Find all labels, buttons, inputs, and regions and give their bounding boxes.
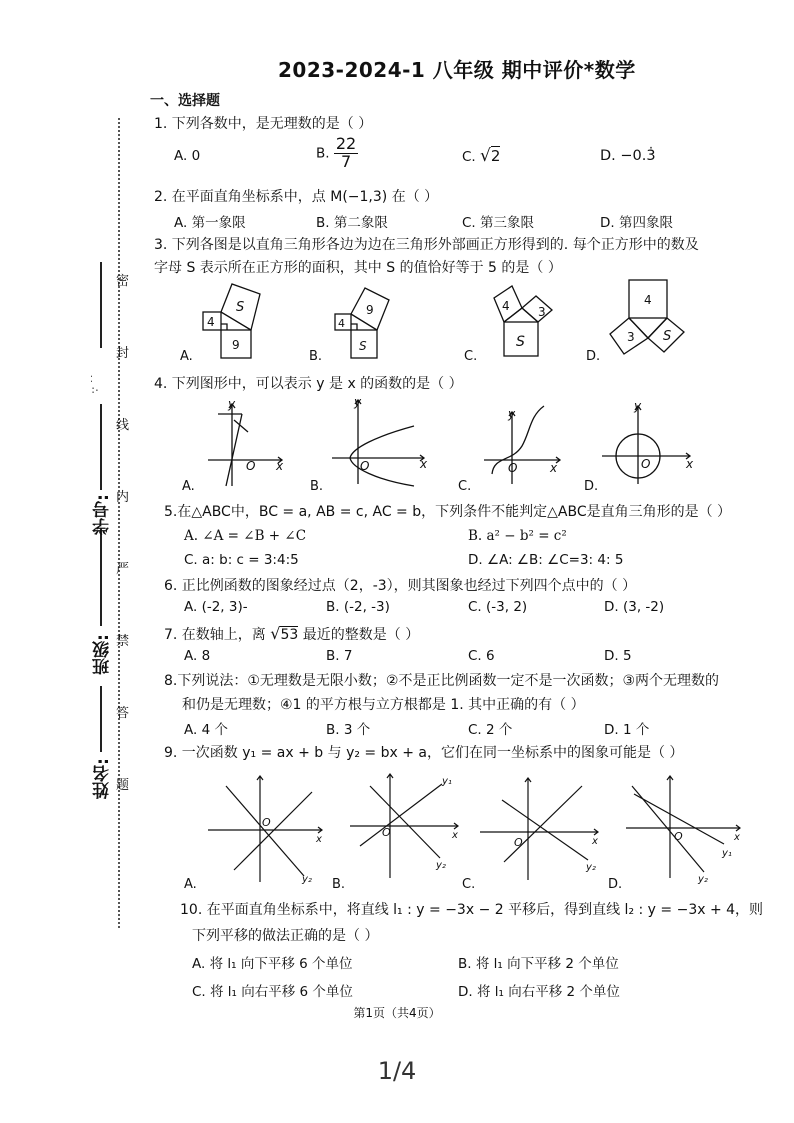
q4-label-c: C. — [458, 479, 472, 492]
radicand: 2 — [490, 147, 501, 165]
seal-char: 禁 — [116, 634, 130, 649]
q3b-s-label: S — [359, 339, 367, 353]
axis-x-label: x — [420, 457, 428, 471]
q2-option-a: A. 第一象限 — [174, 215, 246, 231]
q6-option-b: B. (-2, -3) — [326, 599, 390, 615]
q3b-9-label: 9 — [366, 303, 374, 317]
q10-option-a: A. 将 l₁ 向下平移 6 个单位 — [192, 956, 353, 972]
seal-char: 线 — [116, 418, 130, 433]
q3-label-d: D. — [586, 349, 601, 364]
q4-label-b: B. — [310, 479, 324, 492]
q7-option-a: A. 8 — [184, 648, 211, 664]
q7-option-d: D. 5 — [604, 648, 632, 664]
axis-x-label: x — [276, 459, 284, 473]
axis-y-label: y — [634, 399, 642, 413]
q3-figure-a — [180, 284, 260, 364]
question-4-stem: 4. 下列图形中，可以表示 y 是 x 的函数的是（ ） — [154, 376, 463, 392]
q9-graph-b — [332, 774, 458, 890]
q3a-4-label: 4 — [207, 315, 215, 329]
sqrt-sign-icon: √ — [270, 624, 281, 643]
q3b-4-label: 4 — [338, 317, 345, 330]
section-heading: 一、选择题 — [150, 93, 220, 109]
fraction-numerator: 22 — [335, 134, 357, 153]
q3d-s-label: S — [663, 329, 672, 344]
name-label: 姓名: — [93, 758, 113, 799]
q1-option-c-label: C. — [462, 149, 476, 165]
seal-char: 严 — [116, 562, 130, 577]
q1-option-c — [462, 146, 500, 166]
question-2-stem: 2. 在平面直角坐标系中，点 M(−1,3) 在（ ） — [154, 189, 439, 205]
q1-option-b-label: B. — [316, 145, 330, 162]
origin-label: O — [360, 459, 370, 473]
garbled-mark: ∵ ˙˙ — [90, 373, 102, 394]
q3-figure-c — [464, 286, 552, 364]
binding-dotted-line — [118, 118, 120, 928]
student-id-label: 学号: — [93, 494, 113, 535]
q4-label-d: D. — [584, 479, 599, 492]
page-number: 第1页（共4页） — [353, 1006, 441, 1020]
q4-graph-a — [182, 397, 284, 492]
question-8-stem-line2: 和仍是无理数；④1 的平方根与立方根都是 1. 其中正确的有（ ） — [182, 697, 585, 713]
q4-graph-c — [458, 406, 560, 492]
axis-x-label: x — [686, 457, 694, 471]
question-5-stem: 5.在△ABC中，BC = a, AB = c, AC = b，下列条件不能判定△ABC是直角三角形的是（ ） — [164, 504, 732, 520]
q1-option-b — [316, 136, 358, 171]
seal-char: 内 — [116, 490, 130, 505]
origin-label: O — [262, 816, 271, 829]
seal-char: 密 — [116, 274, 130, 289]
q9-label-d: D. — [608, 877, 623, 890]
q9-graph-c — [462, 778, 598, 890]
q7-stem-prefix: 7. 在数轴上，离 — [164, 627, 266, 643]
q8-option-a: A. 4 个 — [184, 722, 228, 738]
line-y2-label: y₂ — [436, 860, 446, 871]
q9-label-c: C. — [462, 877, 476, 890]
line-y1-label: y₁ — [442, 776, 452, 787]
axis-x-label: x — [316, 834, 322, 845]
q3c-s-label: S — [516, 334, 525, 350]
line-y1-label: y₁ — [722, 848, 732, 859]
q3-figure-b — [309, 288, 389, 364]
seal-char: 答 — [116, 706, 130, 721]
origin-label: O — [641, 457, 651, 471]
line-y2-label: y₂ — [586, 862, 596, 873]
q2-option-b: B. 第二象限 — [316, 215, 388, 231]
page-title: 2023-2024-1 八年级 期中评价*数学 — [278, 58, 636, 82]
question-10-stem-line2: 下列平移的做法正确的是（ ） — [192, 928, 379, 944]
axis-x-label: x — [734, 832, 740, 843]
q10-option-c: C. 将 l₁ 向右平移 6 个单位 — [192, 984, 353, 1000]
axis-y-label: y — [228, 397, 236, 411]
sqrt-sign-icon: √ — [480, 146, 491, 166]
seal-char: 题 — [116, 778, 130, 793]
q3c-4-label: 4 — [502, 299, 510, 313]
q6-option-a: A. (-2, 3)- — [184, 599, 248, 615]
question-1-stem: 1. 下列各数中，是无理数的是（ ） — [154, 116, 373, 132]
q3a-9-label: 9 — [232, 338, 240, 352]
radicand: 53 — [280, 627, 299, 643]
q3d-3-label: 3 — [627, 330, 635, 344]
question-8-stem-line1: 8.下列说法：①无理数是无限小数；②不是正比例函数一定不是一次函数；③两个无理数的 — [164, 673, 720, 689]
q4-figures — [182, 396, 722, 492]
q3c-3-label: 3 — [538, 305, 546, 319]
q7-option-b: B. 7 — [326, 648, 353, 664]
axis-y-label: y — [354, 396, 362, 409]
q5-option-c: C. a: b: c = 3:4:5 — [184, 552, 299, 568]
q3a-s-label: S — [236, 300, 245, 315]
q3d-4-label: 4 — [644, 293, 652, 307]
axis-x-label: x — [550, 461, 558, 475]
q3-label-a: A. — [180, 349, 193, 364]
q2-option-d: D. 第四象限 — [600, 215, 673, 231]
q1-option-d: D. −0.3̇ — [600, 148, 656, 164]
q10-option-d: D. 将 l₁ 向右平移 2 个单位 — [458, 984, 620, 1000]
q9-figures — [184, 770, 744, 890]
q1-option-a: A. 0 — [174, 148, 201, 164]
q9-label-b: B. — [332, 877, 346, 890]
q6-option-c: C. (-3, 2) — [468, 599, 528, 615]
fraction — [334, 136, 358, 171]
binding-line-1 — [100, 262, 102, 348]
q8-option-c: C. 2 个 — [468, 722, 513, 738]
class-label: 班级: — [93, 634, 113, 675]
q3-figure-d — [586, 280, 684, 364]
q6-option-d: D. (3, -2) — [604, 599, 665, 615]
q5-option-b: B. a² − b² = c² — [468, 528, 567, 544]
q7-option-c: C. 6 — [468, 648, 495, 664]
q4-graph-d — [584, 399, 694, 492]
origin-label: O — [382, 826, 391, 839]
binding-line-4 — [100, 686, 102, 752]
q3-label-c: C. — [464, 349, 478, 364]
q2-option-c: C. 第三象限 — [462, 215, 535, 231]
seal-char: 封 — [116, 346, 130, 361]
line-y2-label: y₂ — [302, 874, 312, 885]
q9-graph-a — [184, 776, 322, 890]
question-10-stem-line1: 10. 在平面直角坐标系中，将直线 l₁ : y = −3x − 2 平移后，得到直线 l₂ : y = −3x + 4，则 — [180, 902, 764, 918]
q10-option-b: B. 将 l₁ 向下平移 2 个单位 — [458, 956, 619, 972]
origin-label: O — [514, 836, 523, 849]
question-3-stem-line1: 3. 下列各图是以直角三角形各边为边在三角形外部画正方形得到的. 每个正方形中的数及 — [154, 237, 699, 253]
origin-label: O — [508, 461, 518, 475]
axis-y-label: y — [508, 407, 516, 421]
origin-label: O — [674, 830, 683, 843]
q9-label-a: A. — [184, 877, 197, 890]
axis-x-label: x — [452, 830, 458, 841]
question-9-stem: 9. 一次函数 y₁ = ax + b 与 y₂ = bx + a，它们在同一坐标系中的图象可能是（ ） — [164, 745, 684, 761]
q3-figures — [176, 278, 736, 370]
q4-label-a: A. — [182, 479, 195, 492]
origin-label: O — [246, 459, 256, 473]
q8-option-b: B. 3 个 — [326, 722, 371, 738]
question-6-stem: 6. 正比例函数的图象经过点（2，-3），则其图象也经过下列四个点中的（ ） — [164, 578, 637, 594]
q7-stem-suffix: 最近的整数是（ ） — [302, 627, 420, 643]
q4-graph-b — [310, 396, 428, 492]
binding-line-3 — [100, 528, 102, 626]
axis-x-label: x — [592, 836, 598, 847]
binding-line-2 — [100, 404, 102, 490]
q3-label-b: B. — [309, 349, 323, 364]
line-y2-label: y₂ — [698, 874, 708, 885]
q9-graph-d — [608, 776, 740, 890]
q5-option-d: D. ∠A: ∠B: ∠C=3: 4: 5 — [468, 552, 624, 568]
q5-option-a: A. ∠A = ∠B + ∠C — [184, 528, 307, 544]
q8-option-d: D. 1 个 — [604, 722, 650, 738]
question-7-stem — [164, 624, 419, 644]
fraction-denominator: 7 — [340, 151, 352, 171]
question-3-stem-line2: 字母 S 表示所在正方形的面积，其中 S 的值恰好等于 5 的是（ ） — [154, 260, 562, 276]
viewer-page-indicator: 1/4 — [377, 1057, 417, 1085]
